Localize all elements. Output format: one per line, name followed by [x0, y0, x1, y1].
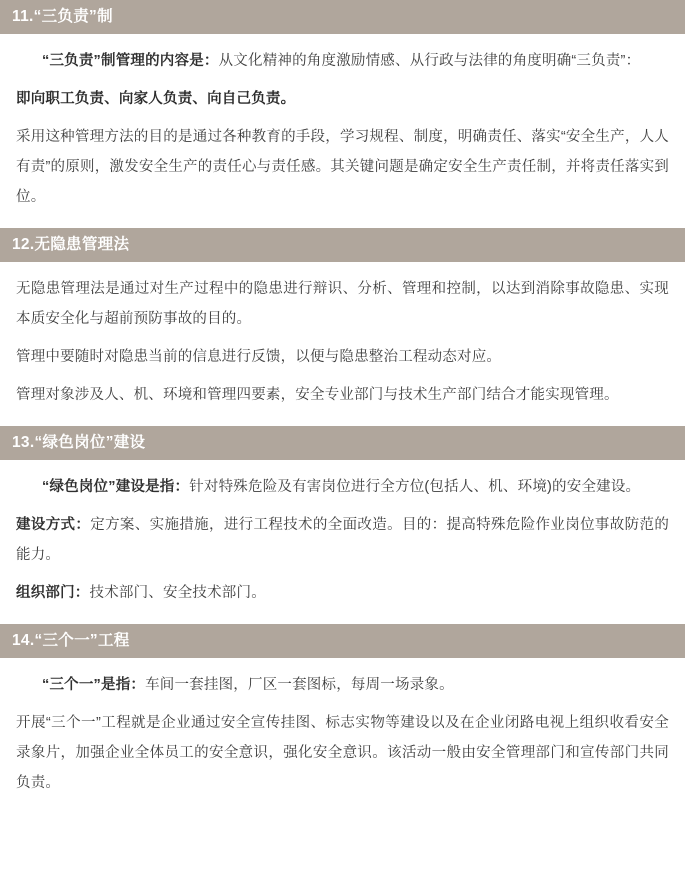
section-body — [0, 262, 685, 420]
section-heading: 14.“三个一”工程 — [0, 624, 685, 658]
paragraph-rest: 技术部门、安全技术部门。 — [89, 585, 266, 601]
section-body — [0, 460, 685, 618]
section-heading: 11.“三负责”制 — [0, 0, 685, 34]
paragraph — [16, 46, 669, 76]
document-section — [0, 228, 685, 420]
section-heading: 13.“绿色岗位”建设 — [0, 426, 685, 460]
document-section — [0, 624, 685, 808]
paragraph — [16, 578, 669, 608]
paragraph-lead: 组织部门： — [16, 585, 90, 601]
document-section — [0, 0, 685, 222]
document-section — [0, 426, 685, 618]
paragraph: 管理对象涉及人、机、环境和管理四要素，安全专业部门与技术生产部门结合才能实现管理。 — [16, 387, 619, 403]
paragraph: 即向职工负责、向家人负责、向自己负责。 — [16, 91, 296, 107]
paragraph-rest: 从文化精神的角度激励情感、从行政与法律的角度明确“三负责”： — [218, 53, 641, 69]
paragraph: 采用这种管理方法的目的是通过各种教育的手段，学习规程、制度，明确责任、落实“安全生产，人人有责”的原则，激发安全生产的责任心与责任感。其关键问题是确定安全生产责任制，并将责任落实到位。 — [16, 129, 669, 205]
section-body — [0, 658, 685, 808]
paragraph-lead: 建设方式： — [16, 517, 91, 533]
section-body — [0, 34, 685, 222]
paragraph: 开展“三个一”工程就是企业通过安全宣传挂图、标志实物等建设以及在企业闭路电视上组织收看安全录象片，加强企业全体员工的安全意识，强化安全意识。该活动一般由安全管理部门和宣传部门共同负责。 — [16, 715, 669, 791]
paragraph-lead: “绿色岗位”建设是指： — [42, 479, 190, 495]
paragraph: 无隐患管理法是通过对生产过程中的隐患进行辩识、分析、管理和控制，以达到消除事故隐患、实现本质安全化与超前预防事故的目的。 — [16, 281, 669, 327]
paragraph-rest: 定方案、实施措施，进行工程技术的全面改造。目的：提高特殊危险作业岗位事故防范的能力。 — [16, 517, 670, 563]
paragraph-lead: “三负责”制管理的内容是： — [42, 53, 219, 69]
paragraph — [16, 472, 669, 502]
section-heading: 12.无隐患管理法 — [0, 228, 685, 262]
paragraph: 管理中要随时对隐患当前的信息进行反馈，以便与隐患整治工程动态对应。 — [16, 349, 502, 365]
paragraph-rest: 针对特殊危险及有害岗位进行全方位(包括人、机、环境)的安全建设。 — [189, 479, 641, 495]
paragraph-lead: “三个一”是指： — [42, 677, 146, 693]
paragraph — [16, 510, 669, 570]
paragraph-rest: 车间一套挂图，厂区一套图标，每周一场录象。 — [145, 677, 454, 693]
paragraph — [16, 670, 669, 700]
